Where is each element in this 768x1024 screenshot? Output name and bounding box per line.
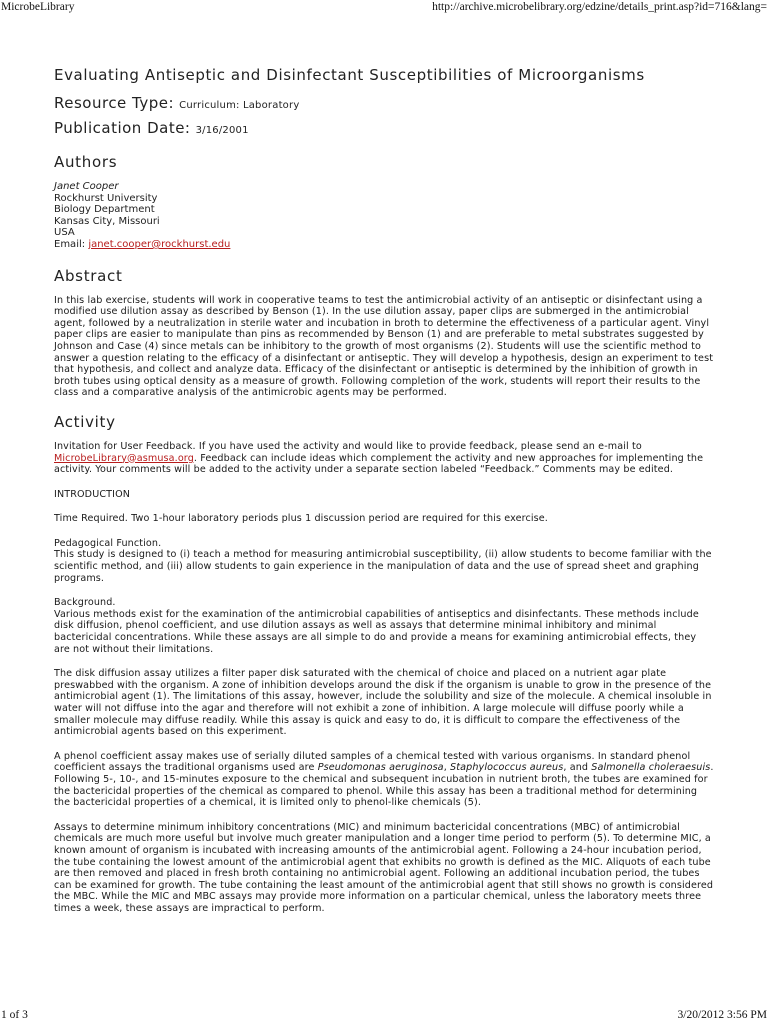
authors-heading: Authors	[54, 153, 118, 171]
author-block	[54, 181, 714, 251]
page-url: http://archive.microbelibrary.org/edzine/details_print.asp?id=716&lang=	[432, 1, 767, 13]
feedback-invitation	[54, 441, 714, 476]
organism-pseudomonas: Pseudomonas aeruginosa	[317, 762, 444, 774]
document-body	[54, 66, 714, 928]
print-footer	[0, 1009, 768, 1023]
resource-type-value: Curriculum: Laboratory	[179, 100, 300, 111]
site-name: MicrobeLibrary	[1, 1, 75, 13]
background-text: Various methods exist for the examination of the antimicrobial capabilities of antiseptics and disinfectants. These methods include disk diffusion, phenol coefficient, and use dilution assays as well as assays that determine minimal inhibitory and minimal bactericidal concentrations. While these assays are all simple to do and provide a means for examining antimicrobial effects, they are not without their limitations.	[54, 608, 699, 655]
print-datetime: 3/20/2012 3:56 PM	[677, 1009, 767, 1021]
author-affiliation: Rockhurst University	[54, 192, 158, 204]
time-required: Time Required. Two 1-hour laboratory periods plus 1 discussion period are required for this exercise.	[54, 513, 548, 525]
phenol-text-b: . Following 5-, 10-, and 15-minutes exposure to the chemical and subsequent incubation in nutrient broth, the tubes are examined for the bactericidal properties of the chemical as compared to phenol. While this assay has been a traditional method for determining the bactericidal properties of a chemical, it is limited only to phenol-like chemicals (5).	[54, 762, 714, 809]
activity-heading: Activity	[54, 412, 116, 431]
document-title: Evaluating Antiseptic and Disinfectant Susceptibilities of Microorganisms	[54, 66, 645, 84]
phenol-text-a: A phenol coefficient assay makes use of serially diluted samples of a chemical tested with various organisms. In standard phenol coefficient assays the traditional organisms used are	[54, 750, 691, 774]
background-heading: Background.	[54, 597, 116, 609]
page-count: 1 of 3	[1, 1009, 28, 1021]
author-name: Janet Cooper	[54, 181, 119, 192]
organism-salmonella: Salmonella choleraesuis	[591, 762, 711, 774]
pedagogical-function	[54, 538, 714, 584]
author-city: Kansas City, Missouri	[54, 215, 160, 227]
resource-type-label: Resource Type:	[54, 94, 175, 112]
disk-diffusion-paragraph: The disk diffusion assay utilizes a filter paper disk saturated with the chemical of choice and placed on a nutrient agar plate preswabbed with the organism. A zone of inhibition develops around the disk if the organism is unable to grow in the presence of the antimicrobial agent (1). The limitations of this assay, however, include the solubility and size of the molecule. A chemical insoluble in water will not diffuse into the agar and therefore will not exhibit a zone of inhibition. A large molecule will diffuse poorly while a smaller molecule may diffuse readily. While this assay is quick and easy to do, it is difficult to compare the effectiveness of the antimicrobial agents based on this experiment.	[54, 668, 712, 738]
feedback-text-start: Invitation for User Feedback. If you have used the activity and would like to provide feedback, please send an e-mail to	[54, 440, 642, 452]
author-country: USA	[54, 227, 75, 239]
introduction-heading: INTRODUCTION	[54, 488, 131, 500]
author-email-label: Email:	[54, 238, 86, 250]
background	[54, 597, 714, 655]
phenol-sep-1: ,	[443, 762, 451, 774]
abstract-text: In this lab exercise, students will work in cooperative teams to test the antimicrobial activity of an antiseptic or disinfectant using a modified use dilution assay as described by Benson (1). In the use dilution assay, paper clips are submerged in the antimicrobial agent, followed by a neutralization in sterile water and incubation in broth to determine the effectiveness of a particular agent. Vinyl paper clips are easier to manipulate than pins as recommended by Benson (1) and are preferable to metal substrates suggested by Johnson and Case (4) since metals can be inhibitory to the growth of most organisms (2). Students will use the scientific method to answer a question relating to the efficacy of a disinfectant or antiseptic. They will develop a hypothesis, design an experiment to test that hypothesis, and collect and analyze data. Efficacy of the disinfectant or antiseptic is determined by the inhibition of growth in broth tubes using optical density as a measure of growth. Following completion of the work, students will report their results to the class and a comparative analysis of the antimicrobic agents may be performed.	[54, 294, 714, 399]
publication-date-value: 3/16/2001	[195, 125, 249, 136]
print-header	[0, 1, 768, 15]
abstract-heading: Abstract	[54, 266, 123, 285]
mic-mbc-paragraph: Assays to determine minimum inhibitory concentrations (MIC) and minimum bactericidal concentrations (MBC) of antimicrobial chemicals are much more useful but involve much greater manipulation and a longer time period to perform (5). To determine MIC, a known amount of organism is incubated with increasing amounts of the antimicrobial agent. Following a 24-hour incubation period, the tube containing the lowest amount of the antimicrobial agent that exhibits no growth is defined as the MIC. Aliquots of each tube are then removed and placed in fresh broth containing no antimicrobial agent. Following an additional incubation period, the tubes can be examined for growth. The tube containing the least amount of the antimicrobial agent that still shows no growth is considered the MBC. While the MIC and MBC assays may provide more information on a particular chemical, unless the laboratory meets three times a week, these assays are impractical to perform.	[54, 821, 714, 914]
resource-type	[54, 93, 714, 112]
phenol-coefficient-paragraph	[54, 751, 714, 809]
pedagogical-text: This study is designed to (i) teach a method for measuring antimicrobial susceptibility, (ii) allow students to become familiar with the scientific method, and (iii) allow students to gain experience in the manipulation of data and the use of spread sheet and graphing programs.	[54, 549, 712, 584]
feedback-email-link[interactable]: MicrobeLibrary@asmusa.org	[54, 452, 194, 464]
publication-date	[54, 118, 714, 137]
phenol-sep-2: , and	[563, 762, 592, 774]
author-email-line	[54, 239, 714, 251]
pedagogical-heading: Pedagogical Function.	[54, 537, 162, 549]
author-email-link[interactable]: janet.cooper@rockhurst.edu	[88, 238, 231, 250]
author-department: Biology Department	[54, 204, 155, 216]
organism-staphylococcus: Staphylococcus aureus	[450, 762, 564, 774]
feedback-text-end: . Feedback can include ideas which complement the activity and new approaches for implementing the activity. Your comments will be added to the activity under a separate section labeled “Feedback.” Comments may be edited.	[54, 452, 704, 476]
publication-date-label: Publication Date:	[54, 119, 191, 137]
